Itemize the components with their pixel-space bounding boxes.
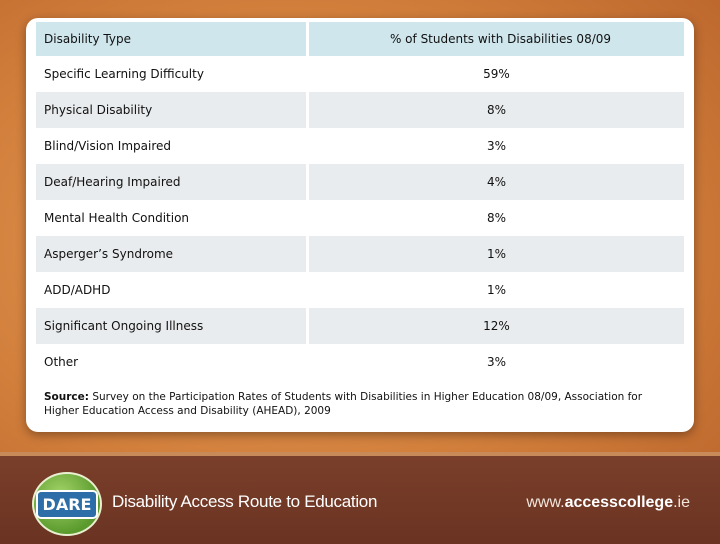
disability-table [36,22,684,380]
row-pct: 3% [486,139,507,153]
row-pct: 3% [486,355,507,369]
row-type: Other [36,344,309,380]
table-header-row [36,22,684,56]
table-row [36,128,684,164]
footer-bar [0,452,720,544]
row-type: Physical Disability [36,92,309,128]
footer-url[interactable] [526,494,690,512]
row-pct: 8% [486,211,507,225]
table-row [36,92,684,128]
row-type: Blind/Vision Impaired [36,128,309,164]
source-note [44,390,674,418]
row-type: Specific Learning Difficulty [36,56,309,92]
row-pct: 8% [309,92,684,128]
dare-logo-text: DARE [36,490,99,519]
row-type: Significant Ongoing Illness [36,308,309,344]
url-domain: accesscollege [564,494,674,511]
table-row [36,164,684,200]
row-pct: 1% [486,283,507,297]
row-type: ADD/ADHD [36,272,309,308]
url-prefix: www. [526,494,565,511]
row-pct: 12% [309,308,684,344]
content-card [26,18,694,432]
table-row [36,200,684,236]
dare-logo [32,472,102,536]
table-row [36,56,684,92]
source-text: Survey on the Participation Rates of Students with Disabilities in Higher Education 08/09, Association for Higher Education Access and Disability (AHEAD), 2009 [44,391,643,417]
footer-tagline: Disability Access Route to Education [112,492,378,511]
header-disability-type: Disability Type [36,22,309,56]
row-type: Deaf/Hearing Impaired [36,164,309,200]
table-row [36,236,684,272]
url-suffix: .ie [673,494,690,511]
source-label: Source: [44,391,89,403]
row-pct: 4% [309,164,684,200]
row-pct: 1% [309,236,684,272]
row-type: Asperger’s Syndrome [36,236,309,272]
table-row [36,272,684,308]
table-row [36,344,684,380]
table-row [36,308,684,344]
row-type: Mental Health Condition [36,200,309,236]
header-percent: % of Students with Disabilities 08/09 [309,22,684,56]
row-pct: 59% [483,67,510,81]
